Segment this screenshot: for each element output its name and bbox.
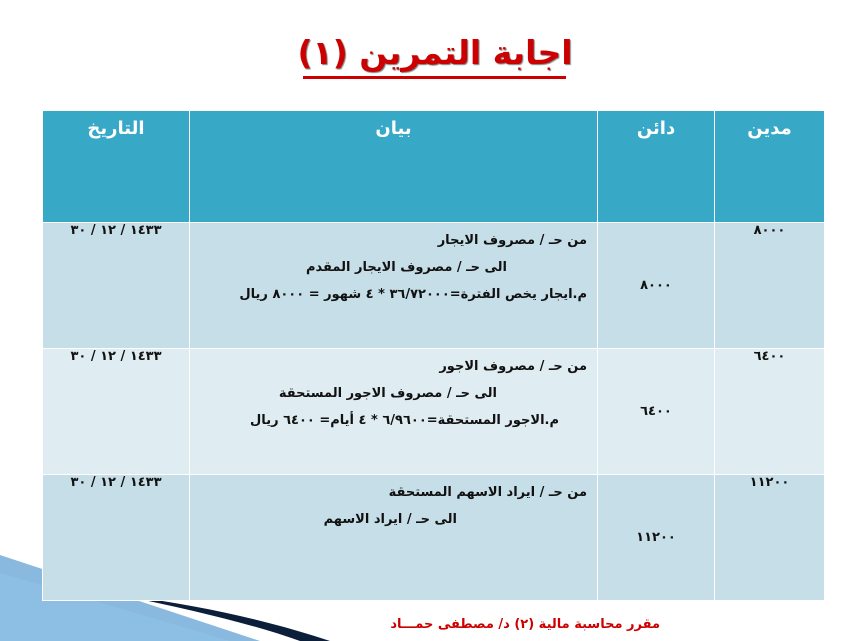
description-cell (190, 475, 598, 601)
header-debit: مدين (715, 111, 825, 223)
title-underline (303, 76, 566, 79)
date-cell: ١٤٣٣ / ١٢ / ٣٠ (43, 475, 190, 601)
header-date: التاريخ (43, 111, 190, 223)
date-cell: ١٤٣٣ / ١٢ / ٣٠ (43, 223, 190, 349)
header-description: بيان (190, 111, 598, 223)
description-line: من حـ / مصروف الايجار (437, 233, 587, 248)
debit-cell: ٨٠٠٠ (715, 223, 825, 349)
credit-cell: ٦٤٠٠ (598, 349, 715, 475)
description-line: م.الاجور المستحقة=٦/٩٦٠٠ * ٤ أيام= ٦٤٠٠ ريال (250, 413, 559, 428)
credit-cell: ٨٠٠٠ (598, 223, 715, 349)
credit-cell: ١١٢٠٠ (598, 475, 715, 601)
page-title: اجابة التمرين (١) (297, 33, 573, 72)
description-line: م.ايجار يخص الفترة=٣٦/٧٢٠٠٠ * ٤ شهور = ٨٠٠٠ ريال (239, 287, 587, 302)
description-line: الى حـ / ايراد الاسهم (323, 512, 457, 527)
description-line: من حـ / ايراد الاسهم المستحقة (388, 485, 587, 500)
description-cell (190, 349, 598, 475)
table-row (43, 223, 825, 349)
date-cell: ١٤٣٣ / ١٢ / ٣٠ (43, 349, 190, 475)
table-row (43, 349, 825, 475)
journal-table (42, 110, 825, 601)
header-credit: دائن (598, 111, 715, 223)
description-cell (190, 223, 598, 349)
table-header-row (43, 111, 825, 223)
description-line: الى حـ / مصروف الاجور المستحقة (278, 386, 497, 401)
debit-cell: ١١٢٠٠ (715, 475, 825, 601)
description-line: الى حـ / مصروف الايجار المقدم (305, 260, 507, 275)
debit-cell: ٦٤٠٠ (715, 349, 825, 475)
table-row (43, 475, 825, 601)
description-line: من حـ / مصروف الاجور (439, 359, 587, 374)
footer-course-note: مقرر محاسبة مالية (٢) د/ مصطفى حمـــاد (390, 617, 660, 632)
